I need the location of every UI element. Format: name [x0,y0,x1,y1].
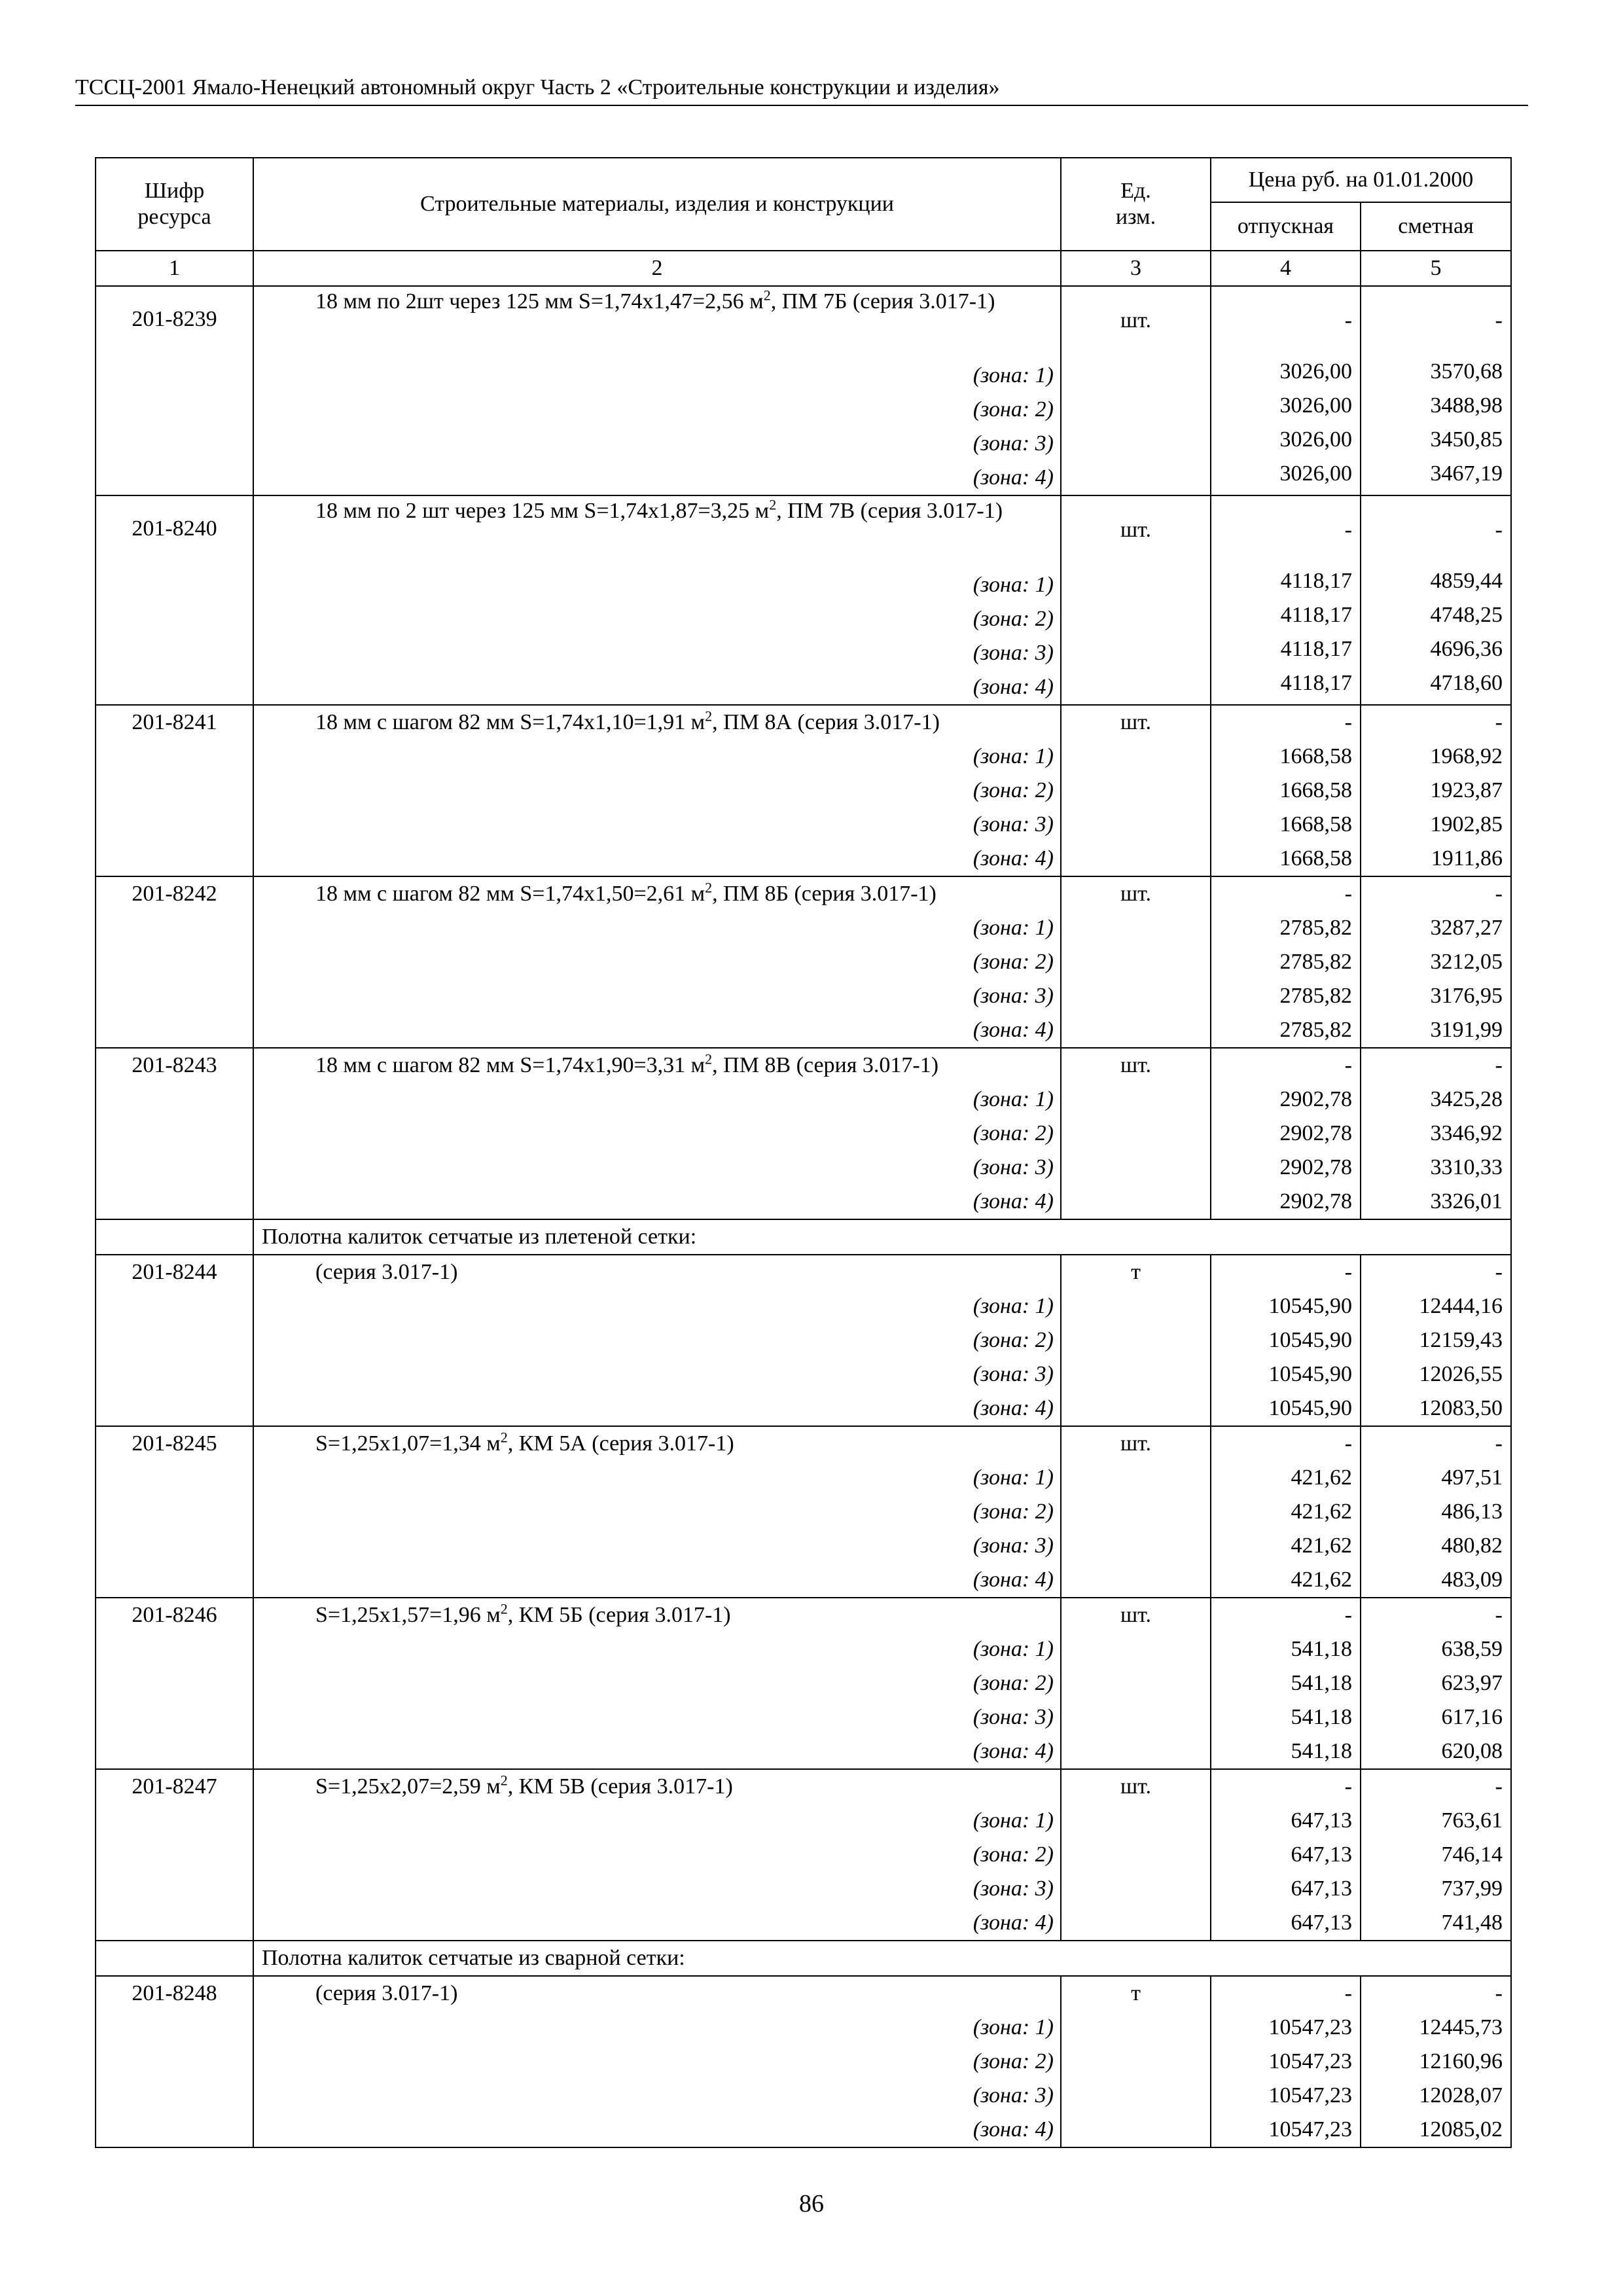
release-price-cell [1211,495,1361,705]
estimate-price-value: - [1495,710,1503,734]
resource-description [253,1255,1061,1426]
release-price-value: 647,13 [1291,1910,1352,1935]
col-number: 2 [253,251,1061,286]
unit-value: т [1131,1981,1141,2005]
resource-code: 201-8242 [96,876,253,1048]
zone-label: (зона: 4) [972,465,1054,490]
zone-label: (зона: 3) [972,1155,1054,1179]
release-price-cell [1211,1255,1361,1426]
section-row [96,1941,1511,1976]
resource-item [96,1769,1511,1941]
release-price-value: 647,13 [1291,1876,1352,1901]
estimate-price-cell [1361,1426,1511,1598]
estimate-price-value: 3488,98 [1430,393,1503,418]
estimate-price-value: 741,48 [1441,1910,1503,1935]
estimate-price-value: - [1495,1774,1503,1799]
release-price-value: 2785,82 [1279,950,1352,974]
unit-cell [1061,1255,1211,1426]
release-price-value: 3026,00 [1279,359,1352,384]
release-price-value: 10545,90 [1268,1362,1352,1386]
resource-name: 18 мм по 2 шт через 125 мм S=1,74х1,87=3,25 $м^2$, ПМ 7В (серия 3.017-1) [315,496,1003,523]
unit-value: шт. [1120,308,1151,332]
release-price-cell [1211,1426,1361,1598]
zone-label: (зона: 3) [972,641,1054,665]
estimate-price-value: 3212,05 [1430,950,1503,974]
resource-code: 201-8241 [96,705,253,876]
release-price-value: 1668,58 [1279,778,1352,802]
resource-item [96,705,1511,876]
release-price-value: 10547,23 [1268,2083,1352,2108]
resource-code: 201-8244 [96,1255,253,1426]
release-price-value: - [1344,1603,1352,1627]
estimate-price-cell [1361,1976,1511,2147]
resource-code: 201-8247 [96,1769,253,1941]
zone-label: (зона: 3) [972,431,1054,456]
resource-name: 18 мм по 2шт через 125 мм S=1,74х1,47=2,56 $м^2$, ПМ 7Б (серия 3.017-1) [315,287,995,314]
section-code-cell [96,1219,253,1255]
release-price-value: 2902,78 [1279,1087,1352,1111]
release-price-value: 421,62 [1291,1568,1352,1592]
estimate-price-value: - [1495,308,1503,332]
zone-label: (зона: 1) [972,1808,1054,1833]
resource-code: 201-8248 [96,1976,253,2147]
resource-name: 18 мм с шагом 82 мм S=1,74х1,10=1,91 $м^2$, ПМ 8А (серия 3.017-1) [315,708,940,734]
unit-cell [1061,1048,1211,1219]
resource-description [253,495,1061,705]
unit-value: шт. [1120,710,1151,734]
resource-name: (серия 3.017-1) [315,1260,458,1284]
release-price-value: 2785,82 [1279,984,1352,1008]
unit-value: шт. [1120,518,1151,542]
resource-code: 201-8246 [96,1598,253,1769]
resource-name: (серия 3.017-1) [315,1981,458,2005]
estimate-price-value: 3467,19 [1430,461,1503,486]
zone-label: (зона: 2) [972,397,1054,422]
estimate-price-value: 1911,86 [1431,846,1503,870]
estimate-price-value: 623,97 [1441,1671,1503,1695]
zone-label: (зона: 3) [972,2083,1054,2108]
table-row [96,1426,1511,1598]
resource-item [96,1976,1511,2147]
section-group [96,1941,1511,1976]
release-price-value: 3026,00 [1279,461,1352,486]
release-price-value: 421,62 [1291,1534,1352,1558]
zone-label: (зона: 1) [972,363,1054,387]
estimate-price-cell [1361,495,1511,705]
release-price-value: 4118,17 [1280,671,1352,695]
table-row [96,1976,1511,2147]
resource-name: 18 мм с шагом 82 мм S=1,74х1,90=3,31 $м^2$, ПМ 8В (серия 3.017-1) [315,1050,939,1077]
resource-description [253,1598,1061,1769]
estimate-price-value: 620,08 [1441,1739,1503,1763]
zone-label: (зона: 1) [972,916,1054,940]
table-row [96,1255,1511,1426]
estimate-price-value: 12160,96 [1419,2049,1503,2073]
zone-label: (зона: 1) [972,573,1054,597]
zone-label: (зона: 1) [972,1087,1054,1111]
estimate-price-value: 1902,85 [1430,812,1503,836]
page-number: 86 [799,2190,824,2217]
release-price-value: - [1344,1981,1352,2005]
resource-description [253,1048,1061,1219]
release-price-value: 647,13 [1291,1808,1352,1833]
estimate-price-value: 12026,55 [1419,1362,1503,1386]
unit-cell [1061,1769,1211,1941]
release-price-cell [1211,1598,1361,1769]
estimate-price-value: 3287,27 [1430,916,1503,940]
estimate-price-value: 763,61 [1441,1808,1503,1833]
resource-item [96,1048,1511,1219]
release-price-value: 10547,23 [1268,2117,1352,2142]
estimate-price-value: 4859,44 [1430,569,1503,593]
unit-cell [1061,495,1211,705]
zone-label: (зона: 2) [972,1842,1054,1867]
release-price-value: 541,18 [1291,1637,1352,1661]
unit-cell [1061,876,1211,1048]
zone-label: (зона: 3) [972,1876,1054,1901]
zone-label: (зона: 2) [972,1121,1054,1145]
zone-label: (зона: 4) [972,1568,1054,1592]
estimate-price-value: - [1495,518,1503,542]
resource-description [253,1769,1061,1941]
table-row [96,876,1511,1048]
release-price-cell [1211,1048,1361,1219]
release-price-value: - [1344,1431,1352,1456]
zone-label: (зона: 4) [972,846,1054,870]
resource-name: 18 мм с шагом 82 мм S=1,74х1,50=2,61 $м^2$, ПМ 8Б (серия 3.017-1) [315,879,936,906]
resource-item [96,876,1511,1048]
estimate-price-value: 3191,99 [1430,1018,1503,1042]
estimate-price-value: 4696,36 [1430,637,1503,661]
table-row [96,705,1511,876]
estimate-price-value: 4748,25 [1430,603,1503,627]
estimate-price-value: 746,14 [1441,1842,1503,1867]
table-row [96,1598,1511,1769]
estimate-price-cell [1361,1769,1511,1941]
release-price-value: 10547,23 [1268,2015,1352,2039]
estimate-price-value: 12083,50 [1419,1396,1503,1420]
estimate-price-cell [1361,705,1511,876]
unit-cell [1061,286,1211,495]
unit-value: шт. [1120,1774,1151,1799]
estimate-price-cell [1361,1255,1511,1426]
resource-name: S=1,25х2,07=2,59 $м^2$, КМ 5В (серия 3.017-1) [315,1772,733,1799]
release-price-value: 10545,90 [1268,1396,1352,1420]
estimate-price-value: 3425,28 [1430,1087,1503,1111]
estimate-price-value: 480,82 [1441,1534,1503,1558]
document-header: ТССЦ-2001 Ямало-Ненецкий автономный округ Часть 2 «Строительные конструкции и изделия» [75,73,1528,106]
estimate-price-value: - [1495,1053,1503,1077]
release-price-cell [1211,286,1361,495]
resource-description [253,1976,1061,2147]
estimate-price-value: 617,16 [1441,1705,1503,1729]
estimate-price-cell [1361,286,1511,495]
col-number: 1 [96,251,253,286]
zone-label: (зона: 1) [972,1637,1054,1661]
release-price-value: 2902,78 [1279,1121,1352,1145]
zone-label: (зона: 3) [972,1534,1054,1558]
unit-value: шт. [1120,1431,1151,1456]
estimate-price-value: 737,99 [1441,1876,1503,1901]
estimate-price-value: 1968,92 [1430,744,1503,768]
estimate-price-value: 3450,85 [1430,427,1503,452]
estimate-price-value: 486,13 [1441,1499,1503,1524]
resource-description [253,876,1061,1048]
release-price-value: 2785,82 [1279,1018,1352,1042]
release-price-value: - [1344,710,1352,734]
release-price-value: 1668,58 [1279,812,1352,836]
estimate-price-value: 1923,87 [1430,778,1503,802]
resource-item [96,1255,1511,1426]
estimate-price-value: - [1495,1603,1503,1627]
resource-description [253,1426,1061,1598]
zone-label: (зона: 2) [972,607,1054,631]
release-price-value: 4118,17 [1280,603,1352,627]
release-price-value: 541,18 [1291,1671,1352,1695]
release-price-value: 541,18 [1291,1705,1352,1729]
estimate-price-value: 497,51 [1441,1465,1503,1490]
resource-description [253,705,1061,876]
unit-value: шт. [1120,1053,1151,1077]
release-price-value: - [1344,882,1352,906]
release-price-value: 10547,23 [1268,2049,1352,2073]
release-price-value: - [1344,1260,1352,1284]
estimate-price-value: 12444,16 [1419,1294,1503,1318]
release-price-value: - [1344,1774,1352,1799]
zone-label: (зона: 4) [972,1910,1054,1935]
estimate-price-cell [1361,1598,1511,1769]
release-price-value: 4118,17 [1280,637,1352,661]
col-header-price: Цена руб. на 01.01.2000 [1211,158,1511,202]
resource-item [96,1426,1511,1598]
price-table [95,157,1512,2148]
unit-cell [1061,705,1211,876]
unit-cell [1061,1426,1211,1598]
release-price-value: - [1344,308,1352,332]
release-price-value: 3026,00 [1279,393,1352,418]
unit-value: т [1131,1260,1141,1284]
col-number: 3 [1061,251,1211,286]
table-head [96,158,1511,286]
column-number-row [96,251,1511,286]
zone-label: (зона: 4) [972,2117,1054,2142]
resource-name: S=1,25х1,57=1,96 $м^2$, КМ 5Б (серия 3.017-1) [315,1600,731,1627]
col-header-release: отпускная [1211,202,1361,251]
resource-item [96,286,1511,495]
zone-label: (зона: 4) [972,1739,1054,1763]
section-group [96,1219,1511,1255]
unit-cell [1061,1976,1211,2147]
release-price-value: - [1344,1053,1352,1077]
estimate-price-value: 12445,73 [1419,2015,1503,2039]
zone-label: (зона: 1) [972,1465,1054,1490]
estimate-price-cell [1361,1048,1511,1219]
estimate-price-value: - [1495,1431,1503,1456]
zone-label: (зона: 1) [972,1294,1054,1318]
zone-label: (зона: 2) [972,778,1054,802]
release-price-value: 421,62 [1291,1499,1352,1524]
estimate-price-value: 483,09 [1441,1568,1503,1592]
resource-item [96,1598,1511,1769]
estimate-price-value: 3176,95 [1430,984,1503,1008]
zone-label: (зона: 3) [972,812,1054,836]
unit-cell [1061,1598,1211,1769]
release-price-value: 541,18 [1291,1739,1352,1763]
unit-value: шт. [1120,1603,1151,1627]
zone-label: (зона: 2) [972,1328,1054,1352]
release-price-value: 10545,90 [1268,1328,1352,1352]
release-price-value: 4118,17 [1280,569,1352,593]
release-price-value: - [1344,518,1352,542]
estimate-price-value: 3326,01 [1430,1189,1503,1213]
resource-item [96,495,1511,705]
unit-value: шт. [1120,882,1151,906]
release-price-value: 3026,00 [1279,427,1352,452]
release-price-cell [1211,1769,1361,1941]
estimate-price-value: 3570,68 [1430,359,1503,384]
section-title: Полотна калиток сетчатые из сварной сетки: [253,1941,1511,1976]
section-code-cell [96,1941,253,1976]
price-table-container [95,157,1510,2148]
estimate-price-value: - [1495,1981,1503,2005]
zone-label: (зона: 4) [972,1396,1054,1420]
release-price-cell [1211,876,1361,1048]
section-row [96,1219,1511,1255]
release-price-value: 10545,90 [1268,1294,1352,1318]
table-row [96,286,1511,495]
release-price-value: 421,62 [1291,1465,1352,1490]
release-price-value: 1668,58 [1279,744,1352,768]
zone-label: (зона: 2) [972,1499,1054,1524]
zone-label: (зона: 1) [972,744,1054,768]
resource-code: 201-8245 [96,1426,253,1598]
estimate-price-value: - [1495,882,1503,906]
release-price-value: 2902,78 [1279,1189,1352,1213]
estimate-price-value: 3346,92 [1430,1121,1503,1145]
release-price-value: 2785,82 [1279,916,1352,940]
col-number: 5 [1361,251,1511,286]
col-header-unit: Ед. изм. [1061,158,1211,251]
resource-code: 201-8243 [96,1048,253,1219]
release-price-value: 1668,58 [1279,846,1352,870]
zone-label: (зона: 3) [972,1362,1054,1386]
release-price-cell [1211,1976,1361,2147]
estimate-price-value: 12159,43 [1419,1328,1503,1352]
col-header-code: Шифр ресурса [96,158,253,251]
table-row [96,495,1511,705]
resource-description [253,286,1061,495]
col-header-name: Строительные материалы, изделия и конструкции [253,158,1061,251]
release-price-cell [1211,705,1361,876]
resource-name: S=1,25х1,07=1,34 $м^2$, КМ 5А (серия 3.017-1) [315,1429,734,1456]
release-price-value: 2902,78 [1279,1155,1352,1179]
estimate-price-value: 4718,60 [1430,671,1503,695]
estimate-price-value: 3310,33 [1430,1155,1503,1179]
resource-code: 201-8239 [96,286,253,495]
resource-code: 201-8240 [96,495,253,705]
zone-label: (зона: 3) [972,1705,1054,1729]
zone-label: (зона: 4) [972,675,1054,699]
zone-label: (зона: 4) [972,1018,1054,1042]
estimate-price-value: - [1495,1260,1503,1284]
table-row [96,1048,1511,1219]
zone-label: (зона: 2) [972,1671,1054,1695]
section-title: Полотна калиток сетчатые из плетеной сетки: [253,1219,1511,1255]
estimate-price-value: 12085,02 [1419,2117,1503,2142]
zone-label: (зона: 4) [972,1189,1054,1213]
zone-label: (зона: 1) [972,2015,1054,2039]
estimate-price-cell [1361,876,1511,1048]
table-row [96,1769,1511,1941]
estimate-price-value: 12028,07 [1419,2083,1503,2108]
estimate-price-value: 638,59 [1441,1637,1503,1661]
zone-label: (зона: 2) [972,950,1054,974]
col-number: 4 [1211,251,1361,286]
release-price-value: 647,13 [1291,1842,1352,1867]
zone-label: (зона: 2) [972,2049,1054,2073]
zone-label: (зона: 3) [972,984,1054,1008]
col-header-estimate: сметная [1361,202,1511,251]
